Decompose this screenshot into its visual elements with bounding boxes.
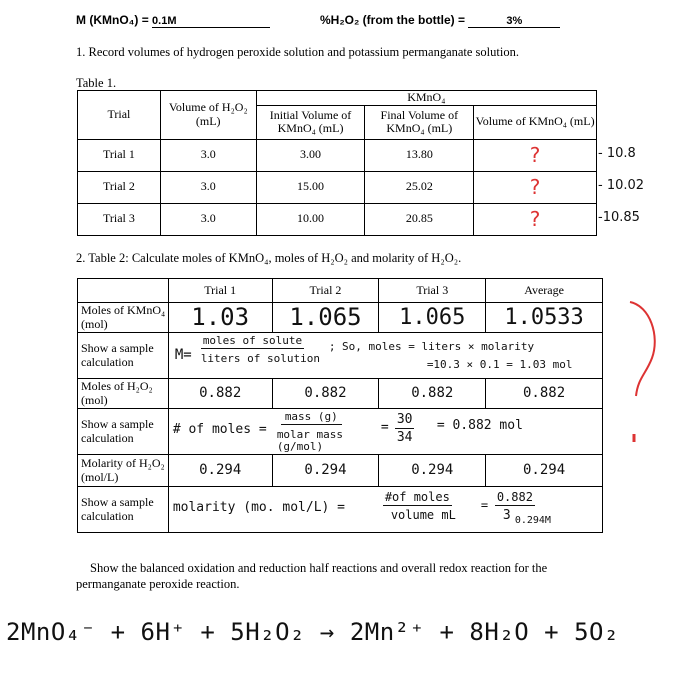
calc2-frac-num: 30: [396, 412, 413, 427]
table1-header-volume: Volume of KMnO₄ (mL): [474, 105, 597, 139]
table-row: [78, 379, 603, 409]
h2o2-value: 3%: [468, 15, 560, 28]
table-row: [78, 203, 597, 235]
moles-kmno4-trial2: 1.065: [272, 303, 379, 333]
calc2-equals: =: [380, 420, 389, 435]
table2-header-trial1: Trial 1: [168, 279, 272, 303]
calc1-line2: =10.3 × 0.1 = 1.03 mol: [426, 358, 573, 371]
calc3-numerator: #of moles: [384, 490, 450, 504]
table-row: [78, 333, 603, 379]
row-label-sample-calc-3: Show a sample calculation: [78, 487, 169, 533]
margin-question-mark: [620, 296, 665, 446]
trial-label: Trial 3: [78, 203, 161, 235]
calc2-denominator: molar mass (g/mol): [276, 428, 344, 453]
calc3-denominator: volume mL: [390, 508, 456, 522]
sample-calc-1: [168, 333, 602, 379]
row-label-sample-calc-1: Show a sample calculation: [78, 333, 169, 379]
calc3-equals: =: [480, 498, 489, 512]
side-note-trial3: -10.85: [598, 210, 640, 225]
moles-h2o2-average: 0.882: [486, 379, 603, 409]
initial-volume: 15.00: [256, 171, 365, 203]
question-1: 1. Record volumes of hydrogen peroxide solution and potassium permanganate solution.: [76, 45, 519, 59]
molarity-average: 0.294: [486, 455, 603, 487]
h2o2-volume: 3.0: [160, 139, 256, 171]
table-row: [78, 455, 603, 487]
calc3-lhs: molarity (mo. mol/L) =: [172, 500, 345, 515]
table-row: [78, 171, 597, 203]
row-label-sample-calc-2: Show a sample calculation: [78, 409, 169, 455]
calc1-lhs: M=: [174, 347, 192, 363]
h2o2-volume: 3.0: [160, 171, 256, 203]
redox-equation: 2MnO₄⁻ + 6H⁺ + 5H₂O₂ → 2Mn²⁺ + 8H₂O + 5O₂: [6, 618, 619, 646]
initial-volume: 10.00: [256, 203, 365, 235]
moles-h2o2-trial3: 0.882: [379, 379, 486, 409]
calc3-result: 0.294M: [514, 515, 551, 526]
table-row: [78, 487, 603, 533]
final-volume: 13.80: [365, 139, 474, 171]
trial-label: Trial 1: [78, 139, 161, 171]
table1-caption: Table 1.: [76, 76, 117, 90]
sample-calc-3: [168, 487, 602, 533]
trial-label: Trial 2: [78, 171, 161, 203]
table-row: [78, 409, 603, 455]
table2-header-trial2: Trial 2: [272, 279, 379, 303]
sample-calc-2: [168, 409, 602, 455]
row-label-moles-h2o2: Moles of H₂O₂ (mol): [78, 379, 169, 409]
final-volume: 20.85: [365, 203, 474, 235]
moles-h2o2-trial2: 0.882: [272, 379, 379, 409]
moles-kmno4-trial3: 1.065: [379, 303, 486, 333]
row-label-moles-kmno4: Moles of KMnO₄ (mol): [78, 303, 169, 333]
m-label: M (KMnO₄) =: [76, 13, 153, 27]
h2o2-label: %H₂O₂ (from the bottle) =: [320, 13, 465, 27]
molarity-trial2: 0.294: [272, 455, 379, 487]
h2o2-percent-header: [320, 13, 560, 28]
kmno4-volume: ?: [474, 171, 597, 203]
calc1-rest: ; So, moles = liters × molarity: [328, 340, 535, 353]
final-volume: 25.02: [365, 171, 474, 203]
calc3-frac-num: 0.882: [496, 490, 533, 504]
calc2-lhs: # of moles =: [172, 422, 267, 437]
table1-header-h2o2: Volume of H₂O₂ (mL): [160, 91, 256, 140]
row-label-molarity: Molarity of H₂O₂ (mol/L): [78, 455, 169, 487]
molarity-trial1: 0.294: [168, 455, 272, 487]
kmno4-volume: ?: [474, 139, 597, 171]
molarity-kmno4-header: [76, 13, 270, 28]
table1-header-final: Final Volume of KMnO₄ (mL): [365, 105, 474, 139]
table-1: [77, 90, 597, 236]
table2-header-trial3: Trial 3: [379, 279, 486, 303]
moles-kmno4-average: 1.0533: [486, 303, 603, 333]
table1-header-kmno4: KMnO₄: [256, 91, 596, 106]
question-2: 2. Table 2: Calculate moles of KMnO₄, moles of H₂O₂ and molarity of H₂O₂.: [76, 251, 462, 265]
m-value: 0.1M: [152, 15, 270, 28]
calc1-denominator: liters of solution: [200, 352, 321, 365]
calc1-numerator: moles of solute: [202, 334, 303, 347]
table2-header-average: Average: [486, 279, 603, 303]
table1-header-initial: Initial Volume of KMnO₄ (mL): [256, 105, 365, 139]
moles-kmno4-trial1: 1.03: [168, 303, 272, 333]
h2o2-volume: 3.0: [160, 203, 256, 235]
question-3: Show the balanced oxidation and reduction half reactions and overall redox reaction for the permanganate peroxide reaction.: [76, 561, 548, 591]
calc2-numerator: mass (g): [281, 411, 342, 425]
table-2: [77, 278, 603, 533]
question-mark-stroke: [630, 302, 655, 396]
table-row: [78, 303, 603, 333]
molarity-trial3: 0.294: [379, 455, 486, 487]
table1-header-trial: Trial: [78, 91, 161, 140]
calc2-frac-den: 34: [396, 430, 413, 445]
side-note-trial1: - 10.8: [598, 146, 636, 161]
table2-corner: [78, 279, 169, 303]
side-note-trial2: - 10.02: [598, 178, 645, 193]
table-row: [78, 139, 597, 171]
initial-volume: 3.00: [256, 139, 365, 171]
calc2-result: = 0.882 mol: [436, 418, 523, 433]
moles-h2o2-trial1: 0.882: [168, 379, 272, 409]
calc3-frac-den: 3: [502, 508, 511, 523]
kmno4-volume: ?: [474, 203, 597, 235]
